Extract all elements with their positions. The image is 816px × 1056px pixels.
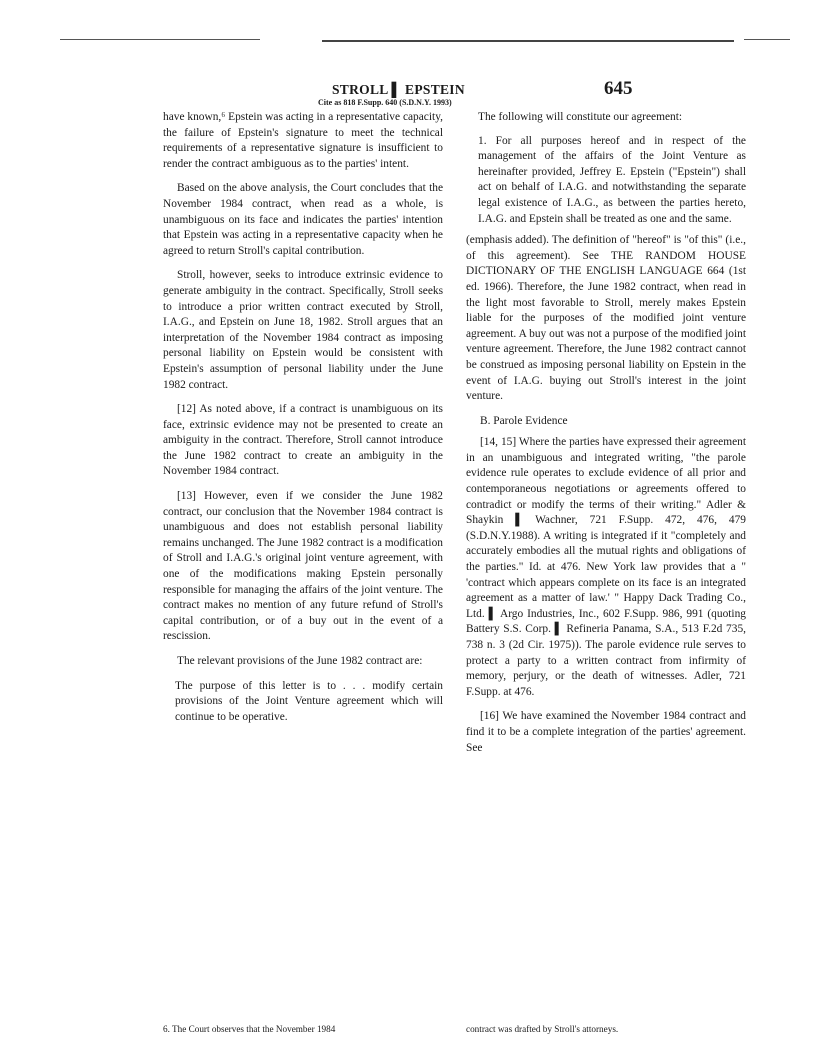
top-rule-center — [322, 40, 734, 42]
paragraph: The relevant provisions of the June 1982 contract are: — [177, 655, 423, 667]
left-column — [163, 110, 443, 733]
paragraph: Based on the above analysis, the Court concludes that the November 1984 contract, when read as a whole, is unambiguous on its face and indicates the parties' intention that Epstein was acting in a representative capacity when he agreed to return Stroll's capital contribution. — [163, 182, 443, 257]
block-quote: The following will constitute our agreement: — [478, 111, 683, 123]
running-head: STROLL ▌ EPSTEIN — [332, 82, 465, 97]
paragraph: Stroll, however, seeks to introduce extrinsic evidence to generate ambiguity in the contract. Specifically, Stroll seeks to introduce a prior written contract executed by Stroll, I.A.G., and Epstein on June 18, 1982. Stroll argues that an interpretation of the November 1984 contract as imposing personal liability on Epstein would be consistent with Epstein's assumption of personal liability under the June 1982 contract. — [163, 269, 443, 391]
top-rule-left — [60, 39, 260, 40]
section-heading: B. Parole Evidence — [480, 414, 568, 427]
case-citation: Cite as 818 F.Supp. 640 (S.D.N.Y. 1993) — [318, 98, 452, 107]
footnote-right: contract was drafted by Stroll's attorneys. — [466, 1024, 619, 1034]
paragraph: have known,⁶ Epstein was acting in a representative capacity, the failure of Epstein's signature to meet the technical requirements of a representative signature is insufficient to render the contract ambiguous as to the parties' intent. — [163, 111, 443, 170]
page-number: 645 — [604, 78, 633, 99]
paragraph: (emphasis added). The definition of "hereof" is "of this" (i.e., of this agreement). See THE RANDOM HOUSE DICTIONARY OF THE ENGLISH LANGUAGE 664 (1st ed. 1966). Therefore, the June 1982 contract, when read in the light most favorable to Stroll, merely makes Epstein liable for the purposes of the modified joint venture agreement. A buy out was not a purpose of the modified joint venture agreement. Therefore, the June 1982 contract cannot be construed as imposing personal liability on Epstein in the event of I.A.G. buying out Stroll's interest in the joint venture. — [466, 234, 746, 403]
right-column — [466, 110, 746, 765]
block-quote: The purpose of this letter is to . . . modify certain provisions of the Joint Venture agreement which will continue to be operative. — [175, 679, 443, 723]
paragraph: [12] As noted above, if a contract is unambiguous on its face, extrinsic evidence may not be presented to create an ambiguity in the contract. Therefore, Stroll cannot introduce the June 1982 contract to create an ambiguity in the November 1984 contract. — [163, 403, 443, 478]
block-quote: 1. For all purposes hereof and in respect of the management of the affairs of the Joint Venture as hereinafter provided, Jeffrey E. Epstein ("Epstein") shall act on behalf of I.A.G. and notwithstanding the separate legal existence of I.A.G., as between the parties hereto, I.A.G. and Epstein shall be treated as one and the same. — [478, 134, 746, 225]
paragraph: [14, 15] Where the parties have expressed their agreement in an unambiguous and integrated writing, "the parole evidence rule operates to exclude evidence of all prior and contemporaneous negotiations or agreements offered to contradict or modify the terms of their writing." Adler & Shaykin ▌ Wachner, 721 F.Supp. 472, 476, 479 (S.D.N.Y.1988). A writing is integrated if it "completely and accurately embodies all the mutual rights and obligations of the parties." Id. at 476. New York law provides that a " 'contract which appears complete on its face is an integrated agreement as a matter of law.' " Happy Dack Trading Co., Ltd. ▌ Argo Industries, Inc., 602 F.Supp. 986, 991 (quoting Battery S.S. Corp. ▌ Refineria Panama, S.A., 513 F.2d 735, 738 n. 3 (2d Cir. 1975)). The parole evidence rule serves to protect a party to a written contract from infirmity of memory, perjury, or the death of witnesses. Adler, 721 F.Supp. at 476. — [466, 436, 746, 698]
top-rule-right — [744, 39, 790, 40]
footnote-left: 6. The Court observes that the November 1984 — [163, 1024, 336, 1034]
paragraph: [13] However, even if we consider the June 1982 contract, our conclusion that the November 1984 contract is unambiguous and does not establish personal liability remains unchanged. The June 1982 contract is a modification of Stroll and I.A.G.'s original joint venture agreement, with one of the modifications making Epstein personally responsible for managing the affairs of the joint venture. The contract makes no mention of any future refund of Stroll's capital contribution, or of a buy out in the event of a rescission. — [163, 490, 443, 643]
paragraph: [16] We have examined the November 1984 contract and find it to be a complete integration of the parties' agreement. See — [466, 710, 746, 754]
